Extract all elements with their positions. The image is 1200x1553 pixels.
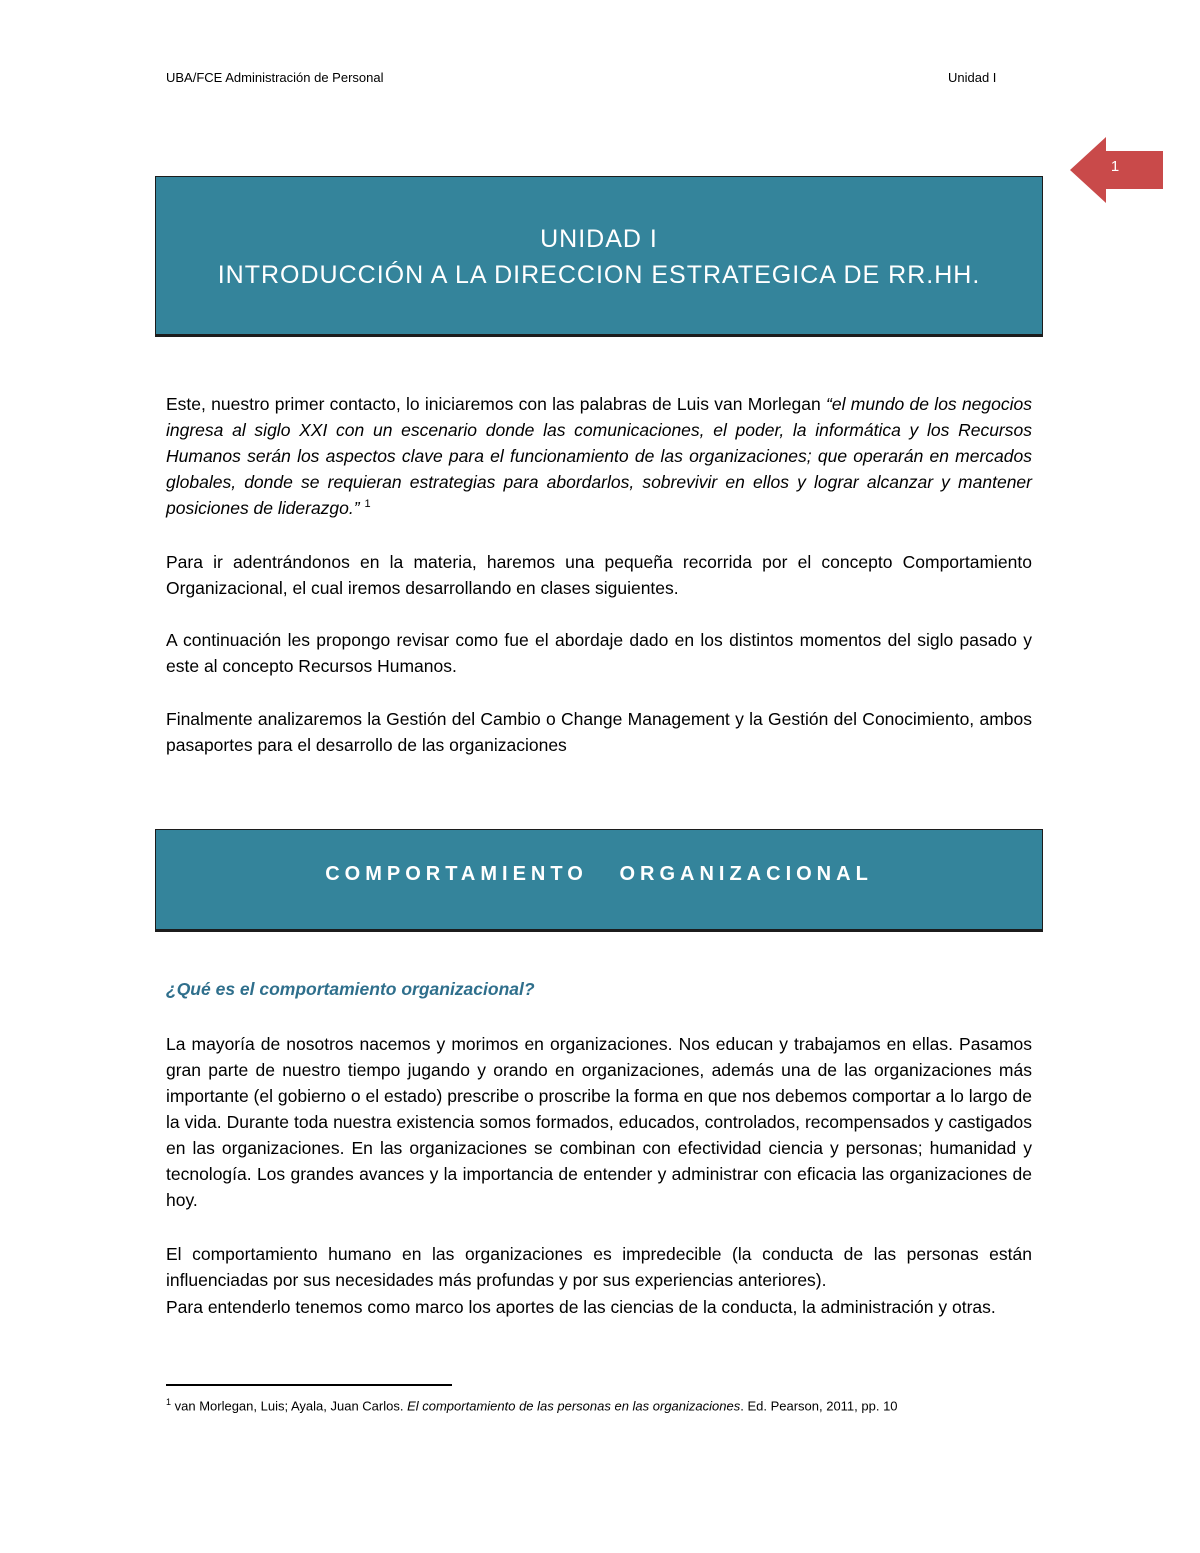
footnote-publisher: . Ed. Pearson, 2011, pp. 10 bbox=[740, 1398, 898, 1414]
intro-lead: Este, nuestro primer contacto, lo iniciaremos con las palabras de Luis van Morlegan bbox=[166, 394, 827, 414]
footnote-title: El comportamiento de las personas en las organizaciones bbox=[407, 1398, 741, 1414]
page-number-marker bbox=[1070, 137, 1164, 203]
unit-subtitle: INTRODUCCIÓN A LA DIRECCION ESTRATEGICA DE RR.HH. bbox=[217, 261, 981, 289]
unit-title: UNIDAD I bbox=[540, 225, 658, 253]
paragraph-change-management: Finalmente analizaremos la Gestión del Cambio o Change Management y la Gestión del Conocimiento, ambos pasaportes para el desarrollo de las organizaciones bbox=[166, 709, 1032, 755]
footnote-mark: 1 bbox=[166, 1397, 172, 1407]
page-number: 1 bbox=[1110, 158, 1120, 175]
intro-quote: “el mundo de los negocios ingresa al siglo XXI con un escenario donde las comunicaciones, el poder, la informática y los Recursos Humanos serán los aspectos clave para el funcionamiento de las organizaciones; que operarán en mercados globales, donde se requieran estrategias para abordarlos, sobrevivir en ellos y lograr alcanzar y mantener posiciones de liderazgo.” bbox=[166, 394, 1033, 518]
paragraph-review: A continuación les propongo revisar como fue el abordaje dado en los distintos momentos del siglo pasado y este al concepto Recursos Humanos. bbox=[166, 630, 1032, 676]
running-header-course: UBA/FCE Administración de Personal bbox=[166, 70, 384, 85]
running-header-unit: Unidad I bbox=[948, 70, 997, 85]
question-heading: ¿Qué es el comportamiento organizacional? bbox=[166, 979, 535, 999]
footnote-divider bbox=[166, 1384, 452, 1386]
footnote-authors: van Morlegan, Luis; Ayala, Juan Carlos. bbox=[171, 1398, 408, 1414]
intro-paragraph bbox=[166, 391, 1032, 521]
section-title-banner bbox=[155, 829, 1043, 932]
section-title: COMPORTAMIENTO ORGANIZACIONAL bbox=[325, 863, 873, 885]
footnote bbox=[166, 1397, 898, 1413]
paragraph-human-behavior: El comportamiento humano en las organizaciones es impredecible (la conducta de las personas están influenciadas por sus necesidades más profundas y por sus experiencias anteriores). bbox=[166, 1244, 1032, 1290]
paragraph-concept: Para ir adentrándonos en la materia, haremos una pequeña recorrida por el concepto Comportamiento Organizacional, el cual iremos desarrollando en clases siguientes. bbox=[166, 552, 1032, 598]
paragraph-organizations: La mayoría de nosotros nacemos y morimos en organizaciones. Nos educan y trabajamos en ellas. Pasamos gran parte de nuestro tiempo jugando y orando en organizaciones, además una de las organizaciones más importante (el gobierno o el estado) prescribe o proscribe la forma en que nos debemos comportar a lo largo de la vida. Durante toda nuestra existencia somos formados, educados, controlados, recompensados y castigados en las organizaciones. En las organizaciones se combinan con efectividad ciencia y personas; humanidad y tecnología. Los grandes avances y la importancia de entender y administrar con eficacia las organizaciones de hoy. bbox=[166, 1034, 1032, 1210]
paragraph-framework: Para entenderlo tenemos como marco los aportes de las ciencias de la conducta, la administración y otras. bbox=[166, 1297, 996, 1317]
unit-title-banner bbox=[155, 176, 1043, 337]
footnote-reference[interactable]: 1 bbox=[364, 498, 371, 511]
